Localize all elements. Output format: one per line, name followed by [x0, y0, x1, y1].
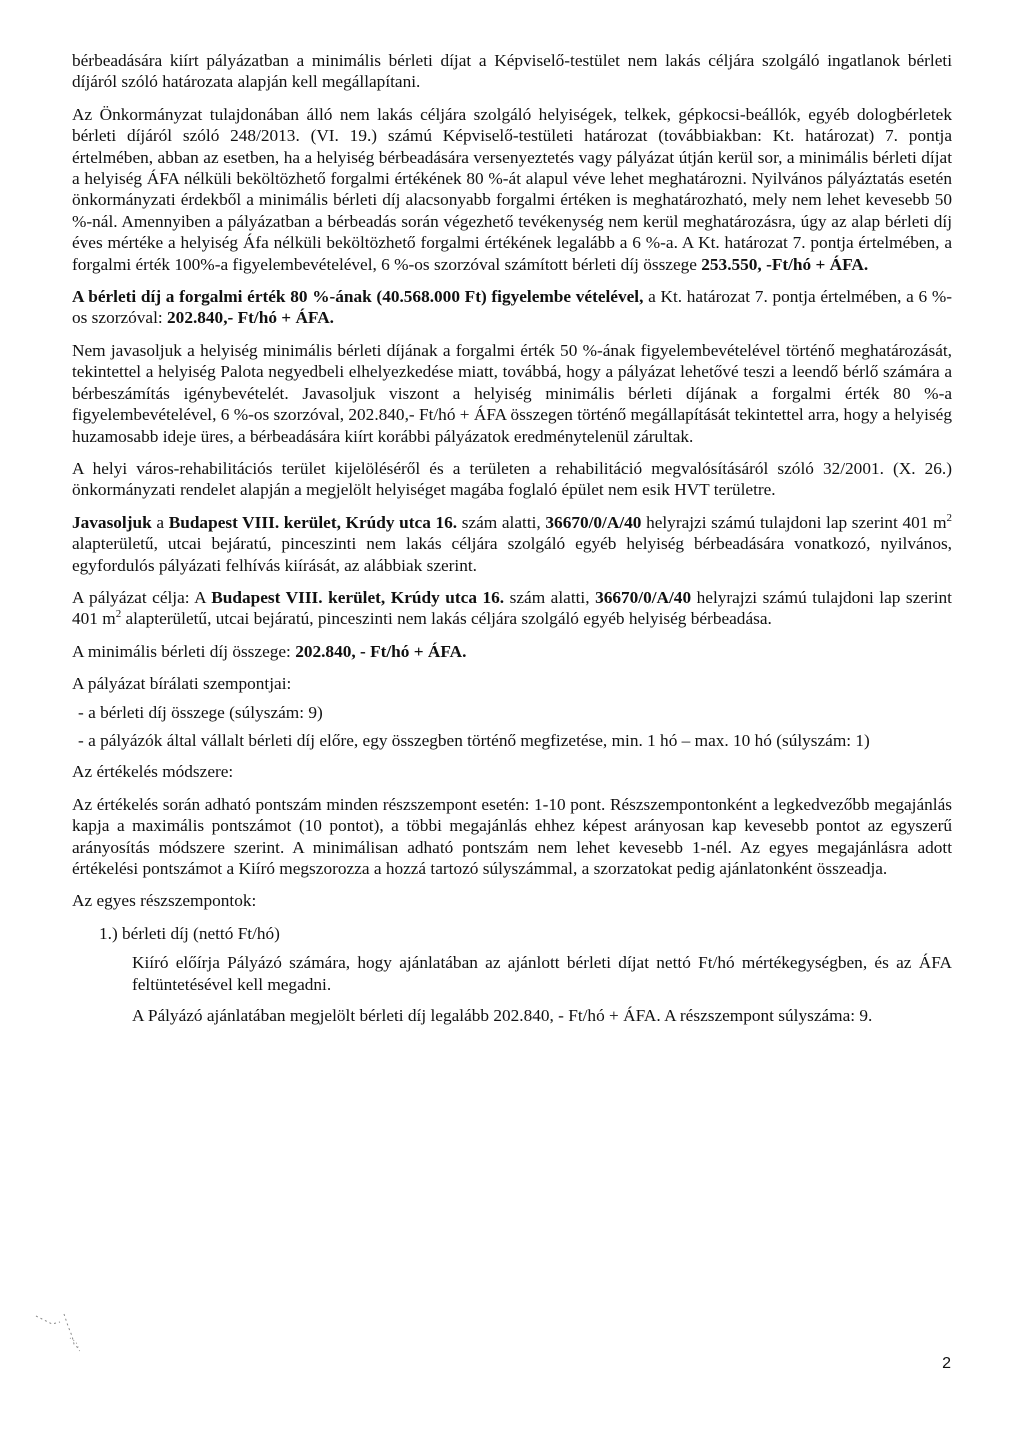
paragraph-hvt: A helyi város-rehabilitációs terület kijelöléséről és a területen a rehabilitáció megvalósításáról szóló 32/2001. (X. 26.) önkormányzati rendelet alapján a megjelölt helyiséget magába foglaló épület nem esik HVT területre.	[72, 458, 952, 500]
paragraph-subcriteria-heading: Az egyes részszempontok:	[72, 891, 257, 911]
rent-amount-80: 202.840,- Ft/hó + ÁFA.	[167, 308, 334, 328]
rent-amount-100: 253.550, -Ft/hó + ÁFA.	[701, 254, 869, 274]
paragraph-recommendation: Nem javasoljuk a helyiség minimális bérleti díjának a forgalmi érték 50 %-ának figyelembevételével történő meghatározását, tekintettel a helyiség Palota negyedbeli elhelyezkedése miatt, továbbá, hogy a pályázat lehetővé teszi a leendő bérlő számára a bérbeszámítás igénybevételét. Javasoljuk viszont a helyiség minimális bérleti díjának a forgalmi érték 80 %-a figyelembevételével, 6 %-os szorzóval, 202.840,- Ft/hó + ÁFA összegen történő megállapítását tekintettel arra, hogy a helyiség huzamosabb ideje üres, a bérbeadására kiírt korábbi pályázatok eredménytelenül zárultak.	[72, 340, 952, 446]
pen-mark-icon	[34, 1308, 104, 1358]
paragraph-method-heading: Az értékelés módszere:	[72, 762, 234, 782]
document-page	[72, 50, 952, 1036]
paragraph-tender-goal: A pályázat célja: A Budapest VIII. kerület, Krúdy utca 16. szám alatti, 36670/0/A/40 helyrajzi számú tulajdoni lap szerint 401 $m^2$ alapterületű, utcai bejáratú, pinceszinti nem lakás céljára szolgáló egyéb helyiség bérbeadása.	[72, 587, 952, 629]
paragraph-intro: bérbeadására kiírt pályázatban a minimális bérleti díjat a Képviselő-testület nem lakás céljára szolgáló ingatlanok bérleti díjáról szóló határozata alapján kell megállapítani.	[72, 51, 952, 92]
paragraph-criteria-heading: A pályázat bírálati szempontjai:	[72, 674, 292, 694]
paragraph-min-rent: A minimális bérleti díj összege: 202.840, - Ft/hó + ÁFA.	[72, 641, 467, 661]
paragraph-rent-80: A bérleti díj a forgalmi érték 80 %-ának (40.568.000 Ft) figyelembe vételével, a Kt. határozat 7. pontja értelmében, a 6 %-os szorzóval: 202.840,- Ft/hó + ÁFA.	[72, 287, 952, 328]
criteria-item-rent: - a bérleti díj összege (súlyszám: 9)	[78, 702, 323, 722]
page-number: 2	[942, 1355, 951, 1372]
subcriteria-item-1-body: Kiíró előírja Pályázó számára, hogy ajánlatában az ajánlott bérleti díjat nettó Ft/hó mértékegységben, és az ÁFA feltüntetésével kell megadni. A Pályázó ajánlatában megjelölt bérleti díj legalább 202.840, - Ft/hó + ÁFA. A részszempont súlyszáma: 9.	[132, 953, 952, 1026]
paragraph-proposal: Javasoljuk a Budapest VIII. kerület, Krúdy utca 16. szám alatti, 36670/0/A/40 helyrajzi számú tulajdoni lap szerint 401 $m^2$ alapterületű, utcai bejáratú, pinceszinti nem lakás céljára szolgáló egyéb helyiség bérbeadására vonatkozó, nyilvános, egyfordulós pályázati felhívás kiírását, az alábbiak szerint.	[72, 511, 953, 575]
subcriteria-item-1: 1.) bérleti díj (nettó Ft/hó)	[99, 923, 280, 943]
paragraph-kt-rules: Az Önkormányzat tulajdonában álló nem lakás céljára szolgáló helyiségek, telkek, gépkocsi-beállók, egyéb dologbérletek bérleti díjáról szóló 248/2013. (VI. 19.) számú Képviselő-testületi határozat (továbbiakban: Kt. határozat) 7. pontja értelmében, abban az esetben, ha a helyiség bérbeadására versenyeztetés vagy pályázat útján kerül sor, a minimális bérleti díjat a helyiség ÁFA nélküli beköltözhető forgalmi értékének 80 %-át alapul véve lehet meghatározni. Nyilvános pályáztatás esetén önkormányzati érdekből a minimális bérleti díj alacsonyabb forgalmi értéken is meghatározható, mely nem lehet kevesebb 50 %-nál. Amennyiben a pályázatban a bérbeadás során végezhető tevékenység nem kerül meghatározásra, úgy az alap bérleti díj éves mértéke a helyiség Áfa nélküli beköltözhető forgalmi értékének legalább a 6 %-a. A Kt. határozat 7. pontja értelmében, a forgalmi érték 100%-a figyelembevételével, 6 %-os szorzóval számított bérleti díj összege 253.550, -Ft/hó + ÁFA.	[72, 104, 952, 274]
paragraph-method: Az értékelés során adható pontszám minden részszempont esetén: 1-10 pont. Részszempontonként a legkedvezőbb megajánlás kapja a maximális pontszámot (10 pontot), a többi megajánlás ehhez képest arányosan kap kevesebb pontot az egyszerű arányosítás módszere szerint. A minimálisan adható pontszám nem lehet kevesebb 1-nél. Az egyes megajánlásra adott értékelési pontszámot a Kiíró megszorozza a hozzá tartozó súlyszámmal, a szorzatokat pedig ajánlatonként összeadja.	[72, 794, 952, 878]
criteria-item-prepayment: - a pályázók által vállalt bérleti díj előre, egy összegben történő megfizetése, min. 1 hó – max. 10 hó (súlyszám: 1)	[78, 730, 870, 750]
